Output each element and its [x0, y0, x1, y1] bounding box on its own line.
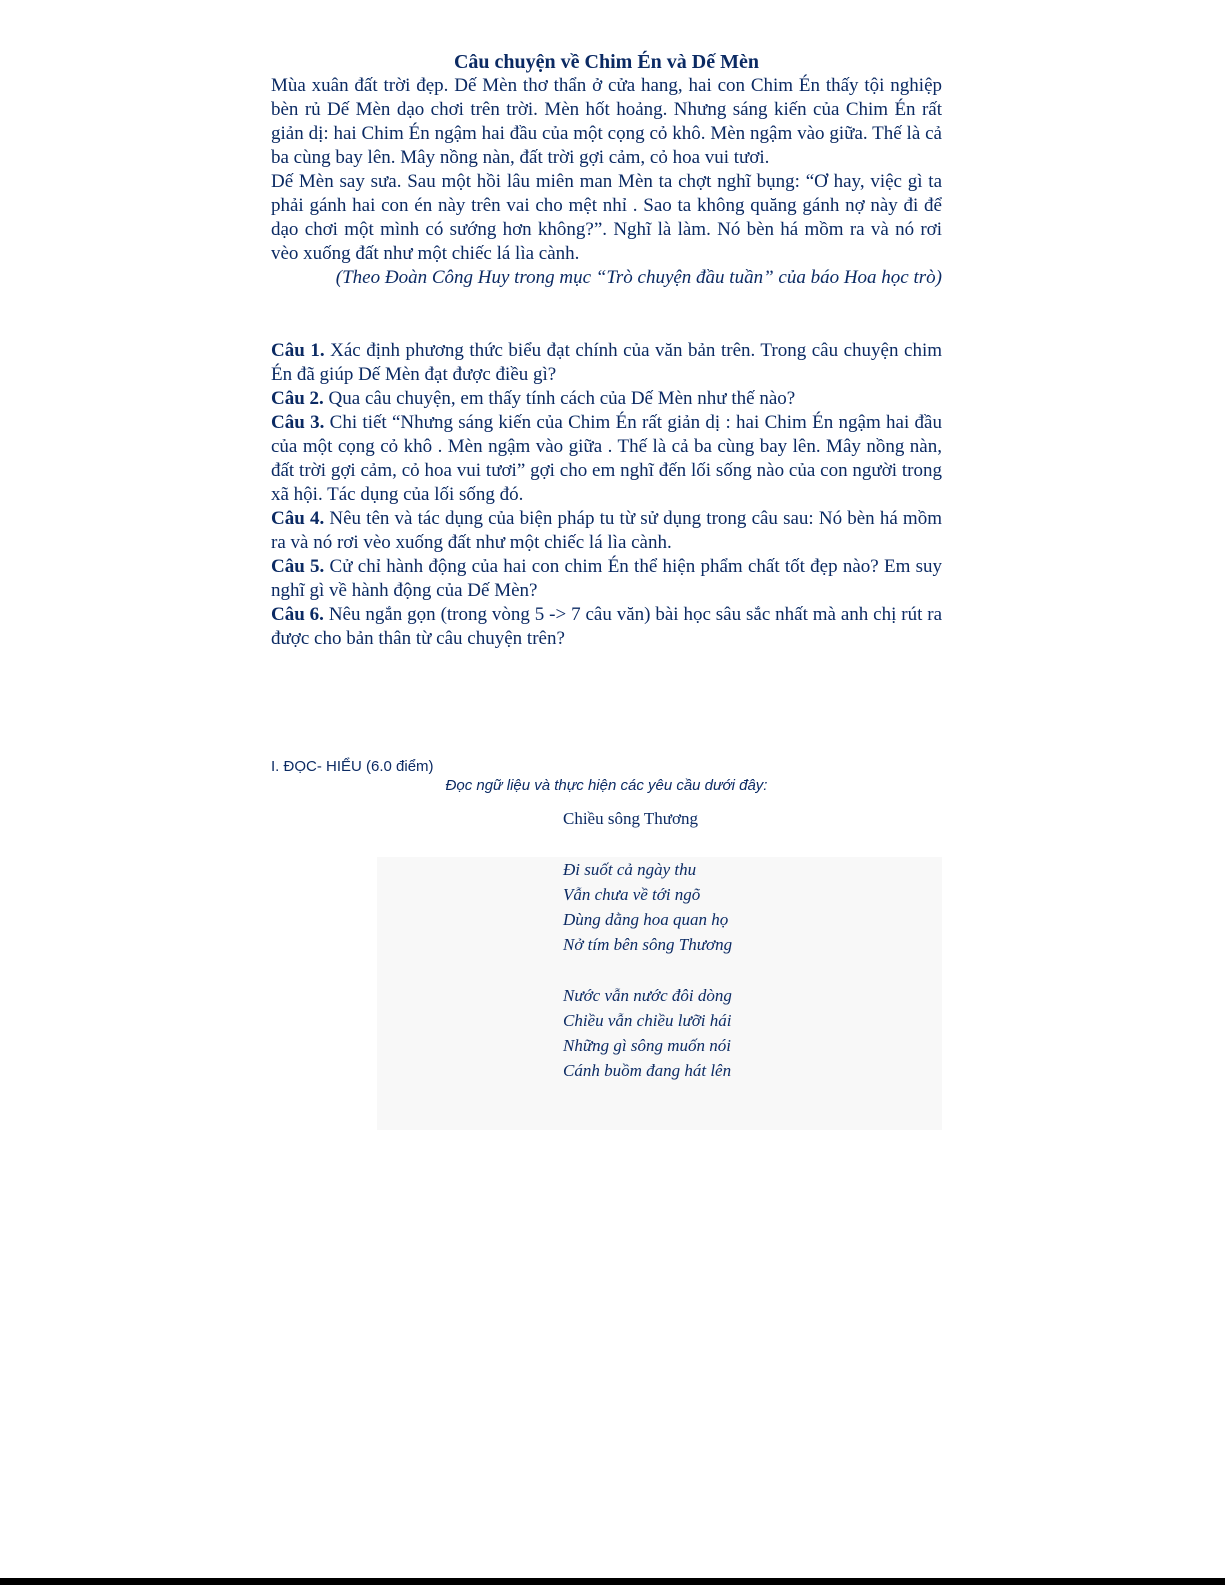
question-text: Chi tiết “Nhưng sáng kiến của Chim Én rất giản dị : hai Chim Én ngậm hai đầu của một cọng cỏ khô . Mèn ngậm vào giữa . Thế là cả ba cùng bay lên. Mây nồng nàn, đất trời gợi cảm, cỏ hoa vui tươi” gợi cho em nghĩ đến lối sống nào của con người trong xã hội. Tác dụng của lối sống đó.: [271, 412, 942, 505]
question-text: Nêu tên và tác dụng của biện pháp tu từ sử dụng trong câu sau: Nó bèn há mồm ra và nó rơi vèo xuống đất như một chiếc lá lìa cành.: [271, 508, 942, 553]
poem-line: Cánh buồm đang hát lên: [563, 1061, 732, 1080]
question-text: Qua câu chuyện, em thấy tính cách của Dế Mèn như thế nào?: [323, 388, 796, 409]
question-4: [271, 507, 942, 555]
question-label: Câu 3.: [271, 412, 325, 433]
question-1: [271, 339, 942, 387]
bottom-rule: [0, 1578, 1225, 1585]
question-2: [271, 387, 942, 411]
story-paragraph-2: Dế Mèn say sưa. Sau một hồi lâu miên man Mèn ta chợt nghĩ bụng: “Ơ hay, việc gì ta phải gánh hai con én này trên vai cho mệt nhỉ . Sao ta không quăng gánh nợ này đi để dạo chơi một mình có sướng hơn không?”. Nghĩ là làm. Nó bèn há mồm ra và nó rơi vèo xuống đất như một chiếc lá lìa cành.: [271, 171, 942, 264]
question-text: Cử chỉ hành động của hai con chim Én thể hiện phẩm chất tốt đẹp nào? Em suy nghĩ gì về hành động của Dế Mèn?: [271, 556, 942, 601]
poem-box: [377, 857, 942, 1130]
question-6: [271, 603, 942, 651]
question-label: Câu 5.: [271, 556, 325, 577]
poem-line: Chiều vẫn chiều lưỡi hái: [563, 1011, 732, 1030]
poem-line: Đi suốt cả ngày thu: [563, 860, 697, 879]
section-instruction: Đọc ngữ liệu và thực hiện các yêu cầu dưới đây:: [445, 777, 768, 794]
poem-stanza-1: [563, 857, 732, 957]
question-text: Nêu ngắn gọn (trong vòng 5 -> 7 câu văn) bài học sâu sắc nhất mà anh chị rút ra được cho bản thân từ câu chuyện trên?: [271, 604, 943, 649]
story-section: [271, 50, 942, 290]
question-3: [271, 411, 942, 507]
question-label: Câu 6.: [271, 604, 324, 625]
poem-line: Vẫn chưa về tới ngõ: [563, 885, 701, 904]
question-label: Câu 4.: [271, 508, 325, 529]
poem-line: Nước vẫn nước đôi dòng: [563, 986, 732, 1005]
section-heading: I. ĐỌC- HIỂU (6.0 điểm): [271, 758, 434, 775]
story-source: (Theo Đoàn Công Huy trong mục “Trò chuyện đầu tuần” của báo Hoa học trò): [335, 267, 942, 288]
question-text: Xác định phương thức biểu đạt chính của văn bản trên. Trong câu chuyện chim Én đã giúp Dế Mèn đạt được điều gì?: [271, 340, 942, 385]
question-label: Câu 2.: [271, 388, 324, 409]
story-title: Câu chuyện về Chim Én và Dế Mèn: [453, 51, 759, 73]
poem-stanza-2: [563, 983, 732, 1083]
story-paragraph-1: Mùa xuân đất trời đẹp. Dế Mèn thơ thẩn ở cửa hang, hai con Chim Én thấy tội nghiệp bèn rủ Dế Mèn dạo chơi trên trời. Mèn hốt hoảng. Nhưng sáng kiến của Chim Én rất giản dị: hai Chim Én ngậm hai đầu của một cọng cỏ khô. Mèn ngậm vào giữa. Thế là cả ba cùng bay lên. Mây nồng nàn, đất trời gợi cảm, cỏ hoa vui tươi.: [271, 75, 942, 168]
question-label: Câu 1.: [271, 340, 325, 361]
question-list: [271, 339, 942, 651]
poem-title: Chiều sông Thương: [563, 809, 699, 828]
poem-line: Những gì sông muốn nói: [563, 1036, 731, 1055]
poem-line: Dùng dằng hoa quan họ: [563, 910, 729, 929]
question-5: [271, 555, 942, 603]
poem-line: Nở tím bên sông Thương: [563, 935, 733, 954]
